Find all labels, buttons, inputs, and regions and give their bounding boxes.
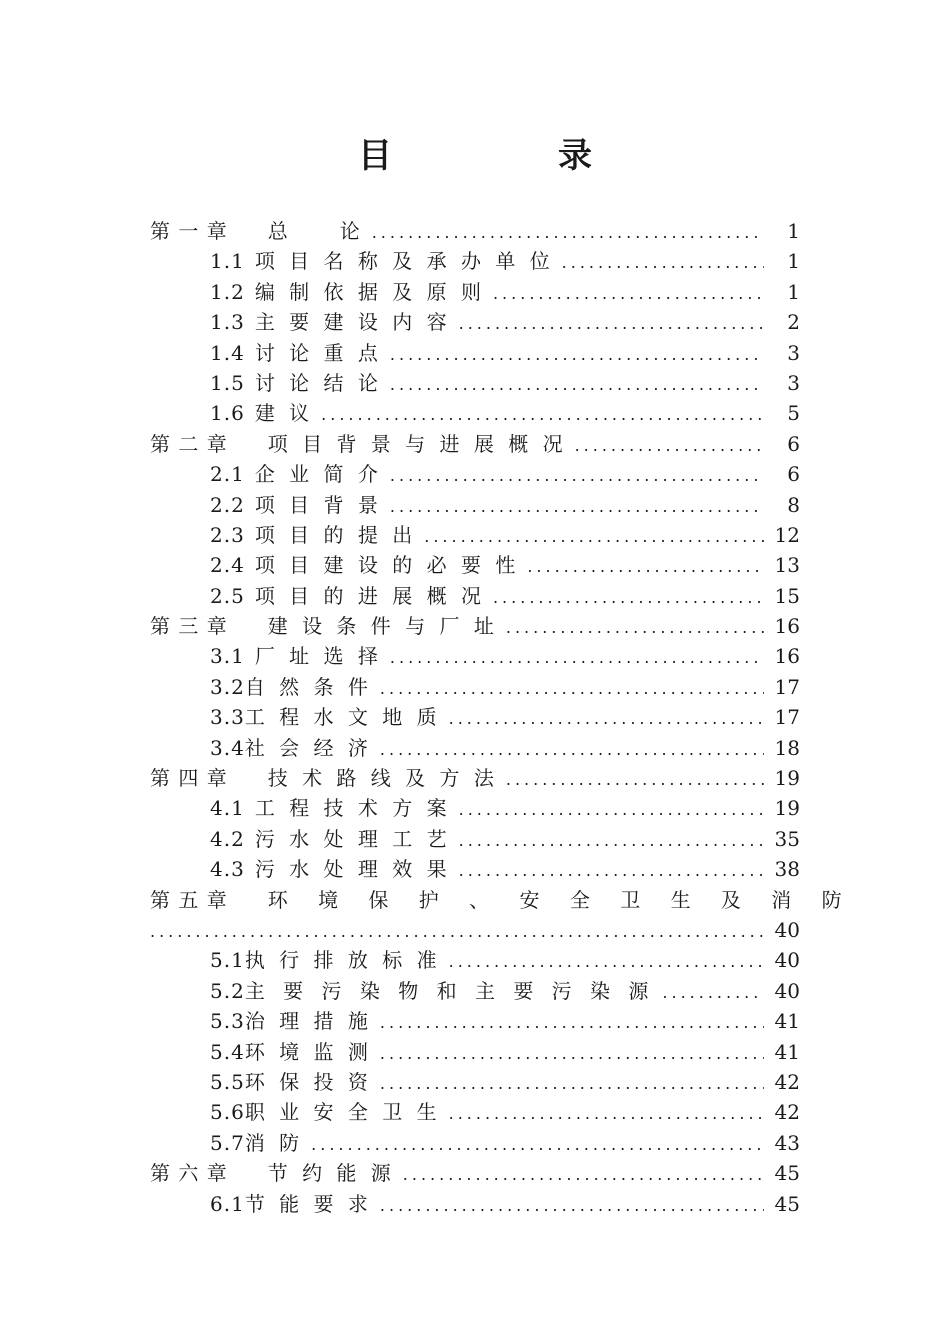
toc-section-row[interactable] (150, 1128, 800, 1158)
toc-chapter-number: 第 四 章 (150, 766, 228, 791)
toc-entry-title: 主 要 建 设 内 容 (254, 310, 451, 335)
toc-page-number: 35 (774, 826, 800, 851)
toc-section-number: 3.4 (210, 735, 245, 760)
toc-entry-title: 建 设 条 件 与 厂 址 (267, 614, 498, 639)
toc-leader-dots (390, 461, 764, 491)
toc-leader-dots (390, 340, 764, 370)
toc-section-row[interactable] (150, 398, 800, 428)
toc-page-number: 41 (774, 1009, 800, 1034)
toc-section-number: 1.3 (210, 310, 245, 335)
toc-page-number: 6 (787, 462, 800, 487)
toc-entry-title: 项 目 的 进 展 概 况 (254, 583, 485, 608)
toc-leader-dots (575, 431, 764, 461)
toc-leader-dots (380, 1191, 764, 1221)
toc-leader-dots (380, 735, 764, 765)
toc-page-number: 12 (774, 522, 800, 547)
toc-entry-title: 项 目 背 景 与 进 展 概 况 (267, 431, 567, 456)
toc-page-number: 40 (774, 948, 800, 973)
toc-section-row[interactable] (150, 246, 800, 276)
toc-section-row[interactable] (150, 702, 800, 732)
toc-page-number: 16 (774, 644, 800, 669)
toc-leader-dots (527, 552, 764, 582)
toc-entry-title: 项 目 名 称 及 承 办 单 位 (254, 249, 554, 274)
toc-section-row[interactable] (150, 368, 800, 398)
toc-entry-title: 项 目 的 提 出 (254, 522, 417, 547)
toc-page-number: 42 (774, 1069, 800, 1094)
toc-page-number: 5 (787, 401, 800, 426)
toc-leader-dots (380, 674, 764, 704)
table-of-contents (150, 216, 854, 1219)
toc-section-number: 3.2 (210, 674, 245, 699)
toc-entry-title: 总 论 (267, 219, 364, 243)
toc-section-number: 5.3 (210, 1009, 245, 1034)
toc-chapter-row[interactable] (150, 611, 800, 641)
toc-chapter-row[interactable] (150, 429, 800, 459)
toc-leader-dots (562, 248, 764, 278)
toc-page-number: 19 (774, 796, 800, 821)
toc-section-number: 2.2 (210, 492, 245, 517)
toc-entry-title: 执 行 排 放 标 准 (244, 948, 441, 973)
toc-section-number: 5.4 (210, 1039, 245, 1064)
toc-leader-dots (662, 978, 764, 1008)
toc-page-number: 18 (774, 735, 800, 760)
toc-entry-title: 职 业 安 全 卫 生 (244, 1100, 441, 1125)
toc-entry-title: 消 防 (244, 1130, 304, 1155)
toc-section-number: 5.2 (210, 978, 245, 1003)
toc-section-number: 1.1 (210, 249, 245, 274)
toc-page-number: 40 (774, 917, 800, 942)
toc-section-row[interactable] (150, 793, 800, 823)
toc-section-number: 5.5 (210, 1069, 245, 1094)
toc-chapter-row[interactable] (150, 885, 854, 915)
toc-leader-dots (390, 643, 764, 673)
toc-leader-dots (150, 917, 766, 947)
toc-page-number: 45 (774, 1161, 800, 1186)
toc-page-number: 3 (787, 370, 800, 395)
toc-section-number: 2.4 (210, 553, 245, 578)
toc-page-number: 19 (774, 766, 800, 791)
toc-page-number: 43 (774, 1130, 800, 1155)
toc-section-number: 2.1 (210, 462, 245, 487)
toc-section-row[interactable] (150, 338, 800, 368)
toc-page-number: 41 (774, 1039, 800, 1064)
toc-page-number: 1 (787, 279, 800, 304)
toc-section-row[interactable] (150, 520, 800, 550)
toc-leader-dots (459, 856, 764, 886)
toc-chapter-number: 第 六 章 (150, 1161, 228, 1186)
toc-entry-title: 建 议 (254, 401, 314, 426)
toc-entry-title: 编 制 依 据 及 原 则 (254, 279, 485, 304)
toc-entry-title: 污 水 处 理 效 果 (254, 857, 451, 882)
toc-section-number: 5.6 (210, 1100, 245, 1125)
toc-section-row[interactable] (150, 824, 800, 854)
toc-entry-title: 污 水 处 理 工 艺 (254, 826, 451, 851)
toc-section-number: 5.7 (210, 1130, 245, 1155)
toc-section-number: 3.3 (210, 705, 245, 730)
toc-section-number: 2.3 (210, 522, 245, 547)
toc-section-number: 4.1 (210, 796, 245, 821)
toc-section-row[interactable] (150, 1189, 800, 1219)
toc-section-row[interactable] (150, 945, 800, 975)
toc-entry-title: 项 目 背 景 (254, 492, 382, 517)
toc-leader-dots (321, 400, 764, 430)
toc-entry-title: 环 境 监 测 (244, 1039, 372, 1064)
toc-page-number: 8 (787, 492, 800, 517)
toc-section-row[interactable] (150, 1037, 800, 1067)
toc-page-number: 17 (774, 705, 800, 730)
toc-section-row[interactable] (150, 1006, 800, 1036)
toc-leader-dots (493, 279, 764, 309)
toc-page-number: 1 (787, 249, 800, 274)
toc-section-number: 4.2 (210, 826, 245, 851)
toc-leader-dots (506, 765, 764, 795)
toc-entry-title: 环 境 保 护 、 安 全 卫 生 及 消 防 (267, 887, 854, 912)
toc-page-number: 40 (774, 978, 800, 1003)
toc-entry-title: 厂 址 选 择 (254, 644, 382, 669)
toc-page-number: 15 (774, 583, 800, 608)
toc-entry-title: 环 保 投 资 (244, 1069, 372, 1094)
toc-leader-dots (459, 826, 764, 856)
toc-leader-dots (380, 1008, 764, 1038)
toc-page-number: 45 (774, 1191, 800, 1216)
toc-section-row[interactable] (150, 490, 800, 520)
toc-section-row[interactable] (150, 307, 800, 337)
toc-section-row[interactable] (150, 854, 800, 884)
toc-leader-dots (449, 704, 764, 734)
toc-section-number: 5.1 (210, 948, 245, 973)
toc-section-row[interactable] (150, 1067, 800, 1097)
toc-leader-dots (493, 583, 764, 613)
toc-leader-dots (390, 370, 764, 400)
toc-section-number: 6.1 (210, 1191, 245, 1216)
toc-chapter-continuation-row[interactable] (150, 915, 800, 945)
toc-leader-dots (506, 613, 764, 643)
toc-page-number: 38 (774, 857, 800, 882)
toc-section-row[interactable] (150, 581, 800, 611)
toc-page-number: 3 (787, 340, 800, 365)
toc-entry-title: 项 目 建 设 的 必 要 性 (254, 553, 520, 578)
toc-entry-title: 治 理 措 施 (244, 1009, 372, 1034)
toc-page-number: 16 (774, 614, 800, 639)
toc-entry-title: 工 程 水 文 地 质 (244, 705, 441, 730)
toc-leader-dots (424, 522, 764, 552)
toc-entry-title: 主 要 污 染 物 和 主 要 污 染 源 (244, 978, 655, 1003)
page-title: 目 录 (358, 136, 658, 176)
toc-chapter-number: 第 二 章 (150, 431, 228, 456)
toc-chapter-row[interactable] (150, 216, 800, 246)
toc-chapter-row[interactable] (150, 1158, 800, 1188)
toc-entry-title: 节 能 要 求 (244, 1191, 372, 1216)
toc-section-row[interactable] (150, 459, 800, 489)
toc-section-number: 1.6 (210, 401, 245, 426)
toc-entry-title: 讨 论 结 论 (254, 370, 382, 395)
toc-page-number: 1 (787, 219, 800, 243)
toc-section-row[interactable] (150, 672, 800, 702)
toc-section-number: 1.2 (210, 279, 245, 304)
toc-chapter-number: 第 五 章 (150, 887, 228, 912)
toc-entry-title: 讨 论 重 点 (254, 340, 382, 365)
toc-entry-title: 社 会 经 济 (244, 735, 372, 760)
toc-leader-dots (449, 947, 764, 977)
toc-page-number: 6 (787, 431, 800, 456)
toc-section-row[interactable] (150, 550, 800, 580)
toc-leader-dots (449, 1099, 764, 1129)
toc-chapter-number: 第 三 章 (150, 614, 228, 639)
toc-leader-dots (372, 218, 764, 248)
toc-entry-title: 企 业 简 介 (254, 462, 382, 487)
toc-section-row[interactable] (150, 277, 800, 307)
toc-page-number: 13 (774, 553, 800, 578)
toc-entry-title: 工 程 技 术 方 案 (254, 796, 451, 821)
toc-section-number: 1.4 (210, 340, 245, 365)
toc-section-number: 3.1 (210, 644, 245, 669)
toc-section-number: 2.5 (210, 583, 245, 608)
toc-entry-title: 节 约 能 源 (267, 1161, 395, 1186)
toc-leader-dots (459, 309, 764, 339)
toc-leader-dots (390, 492, 764, 522)
toc-chapter-row[interactable] (150, 763, 800, 793)
toc-page-number: 42 (774, 1100, 800, 1125)
toc-leader-dots (403, 1160, 764, 1190)
toc-leader-dots (311, 1130, 764, 1160)
toc-page-number: 2 (787, 310, 800, 335)
toc-chapter-number: 第 一 章 (150, 219, 228, 243)
toc-leader-dots (459, 795, 764, 825)
toc-section-row[interactable] (150, 733, 800, 763)
toc-leader-dots (380, 1039, 764, 1069)
toc-section-number: 4.3 (210, 857, 245, 882)
toc-section-row[interactable] (150, 1097, 800, 1127)
toc-section-row[interactable] (150, 641, 800, 671)
toc-entry-title: 技 术 路 线 及 方 法 (267, 766, 498, 791)
toc-leader-dots (380, 1069, 764, 1099)
toc-entry-title: 自 然 条 件 (244, 674, 372, 699)
toc-page-number: 17 (774, 674, 800, 699)
toc-section-row[interactable] (150, 976, 800, 1006)
toc-section-number: 1.5 (210, 370, 245, 395)
